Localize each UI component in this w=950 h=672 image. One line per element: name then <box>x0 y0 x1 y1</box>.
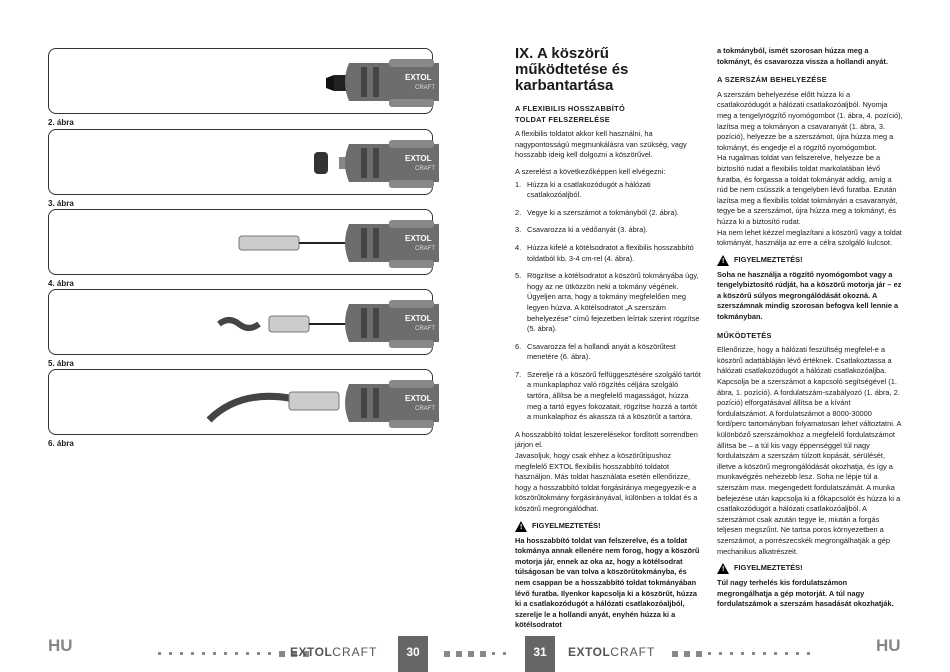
step-number: 1. <box>515 179 522 189</box>
figure-5 <box>48 289 433 355</box>
column-1 <box>515 46 701 637</box>
step-number: 4. <box>515 242 522 252</box>
step-number: 6. <box>515 341 522 351</box>
warning-heading-2: ! FIGYELMEZTETÉS! <box>717 563 903 574</box>
svg-text:EXTOL: EXTOL <box>405 154 432 163</box>
page-title: IX. A köszörű működtetése és karbantartása <box>515 45 629 94</box>
intro-paragraph: A flexibilis toldatot akkor kell használni, ha nagypontosságú megmunkálásra van szükség, vagy hosszabb ideig kell dolgozni a köszörűvel. <box>515 129 687 160</box>
operation-paragraph: Ellenőrizze, hogy a hálózati feszültség megfelel-e a köszörű adattábláján lévő értéknek. Csatlakoztassa a hálózati csatlakozódugót a hálózati csatlakozóaljba. Kapcsolja be a szerszámot a kapcsoló segítségével (1. ábra, 1. pozíció). A fordulatszám-szabályozó (1. ábra, 2. pozíció) elforgatásával állítsa be a kívánt fordulatszámot. A fordulatszámot a 8000-30000 ford/perc tartományban folyamatosan lehet változtatni. A különböző szerszámokhoz a megfelelő fordulatszámot állítsa be – a túl kis vagy éppenséggel túl nagy fordulatszám a szerszám túlzott kopását, sérülését, illetve a köszörű megrongálódását okozhatja, és így a munkavégzés nehezebb lesz. Soha ne lépje túl a szerszám max. megengedett fordulatszámát. A munka befejezése után kapcsolja ki a főkapcsolót és húzza ki a csatlakozódugót a hálózati csatlakozóaljból. A szerszámot csak azután tegye le, miután a forgás teljesen megszűnt. Ne tartsa poros környezetben a szerszámot, a porrészecskék megrongálhatják a gép mechanikus alkatrészeit. <box>717 345 902 556</box>
svg-text:EXTOL: EXTOL <box>405 394 432 403</box>
figure-label: 5. ábra <box>48 359 74 368</box>
paragraph-remove: A hosszabbító toldat leszerelésekor fordított sorrendben járjon el. <box>515 429 698 450</box>
step-text: Vegye ki a szerszámot a tokmányból (2. ábra). <box>527 207 679 217</box>
warning-icon: ! <box>717 255 729 266</box>
grinder-illustration <box>49 49 435 113</box>
step-item <box>515 243 701 264</box>
section-heading-operation: MŰKÖDTETÉS <box>717 330 772 340</box>
step-item <box>515 180 701 201</box>
step-number: 7. <box>515 369 522 379</box>
insert-tool-paragraph-3: Ha nem lehet kézzel meglazítani a köszörű vagy a toldat tokmányát, használja az erre a célra szolgáló kulcsot. <box>717 227 902 248</box>
svg-text:CRAFT: CRAFT <box>415 246 435 252</box>
section-heading-insert-tool: A SZERSZÁM BEHELYEZÉSE <box>717 75 827 85</box>
warning-text-2: Túl nagy terhelés kis fordulatszámon megrongálhatja a gép motorját. A túl nagy fordulatszámok a szerszám hasadását okozhatják. <box>717 578 894 609</box>
warning-heading: ! FIGYELMEZTETÉS! <box>515 521 701 532</box>
column-2 <box>717 46 903 616</box>
step-item <box>515 225 701 236</box>
warning-text-1: Soha ne használja a rögzítő nyomógombot vagy a tengelybiztosító rúdját, ha a köszörű motorja jár – ez a köszörű súlyos megrongálódását okozná. A szerszámnak mindig szorosan befogva kell lennie a tokmányban. <box>717 269 902 322</box>
language-code-right: HU <box>876 636 901 655</box>
figure-label: 3. ábra <box>48 199 74 208</box>
step-text: Rögzítse a kötélsodratot a köszörű tokmányába úgy, hogy az ne ütközzön neki a tokmány végének. Ügyeljen arra, hogy a tokmány megfelelően meg legyen húzva. A kötélsodratot „A szerszám behelyezése” című fejezetben leírtak szerint rögzítse (5. ábra). <box>527 271 700 334</box>
svg-text:CRAFT: CRAFT <box>415 85 435 91</box>
warning-heading-1: ! FIGYELMEZTETÉS! <box>717 255 903 266</box>
page-number-right: 31 <box>525 636 555 672</box>
step-text: Húzza ki a csatlakozódugót a hálózati csatlakozóaljból. <box>527 179 651 200</box>
step-item <box>515 271 701 335</box>
insert-tool-paragraph-1: A szerszám behelyezése előtt húzza ki a csatlakozódugót a hálózati csatlakozóaljból. Nyomja meg a tengelyrögzítő nyomógombot (1. ábra, 4. pozíció), lazítsa meg a tokmányon a csavaranyát (1. ábra, 3. pozíció), helyezze be a szerszámot, újra húzza meg a tokmányt, és engedje el a rögzítő nyomógombot. <box>717 89 903 152</box>
steps-intro: A szerelést a következőképpen kell elvégezni: <box>515 166 666 176</box>
figure-label: 2. ábra <box>48 118 74 127</box>
step-item <box>515 208 701 219</box>
step-number: 2. <box>515 207 522 217</box>
footer-brand-left: EXTOLCRAFT <box>290 645 378 659</box>
step-item <box>515 370 701 423</box>
step-text: Szerelje rá a köszörű felfüggesztésére szolgáló tartót a munkaplaphoz való rögzítés céljára szolgáló tartóra, állítsa be a megfelelő magasságot, húzza meg a tartó egyes fokozatait, rögzítse hozzá a tartót a munkalaphoz és akassza rá a köszörűt a tartóra. <box>527 369 701 422</box>
figure-2 <box>48 48 433 114</box>
grinder-illustration <box>49 370 435 434</box>
grinder-illustration <box>49 210 435 274</box>
svg-text:EXTOL: EXTOL <box>405 234 432 243</box>
svg-text:EXTOL: EXTOL <box>405 314 432 323</box>
footer-brand-right: EXTOLCRAFT <box>568 645 656 659</box>
step-item <box>515 342 701 363</box>
grinder-illustration <box>49 290 435 354</box>
figure-label: 6. ábra <box>48 439 74 448</box>
insert-tool-paragraph-2: Ha rugalmas toldat van felszerelve, helyezze be a biztosító rudat a flexibilis toldat markolatában lévő furatba, és forgassa a toldat tokmányát addig, amíg a rúd be nem csússzik a tengelyben lévő furatba. Ezután lazítsa meg a flexibilis toldat tokmányán a csavaranyát, tegye be a szerszámot, újra húzza meg a tokmányt, és húzza ki a biztosító rudat. <box>717 153 898 226</box>
figure-6 <box>48 369 433 435</box>
steps-list <box>515 180 701 423</box>
figure-label: 4. ábra <box>48 279 74 288</box>
step-text: Csavarozza fel a hollandi anyát a köszörűtest menetére (6. ábra). <box>527 341 676 362</box>
warning-icon: ! <box>717 563 729 574</box>
step-number: 3. <box>515 225 522 235</box>
svg-text:CRAFT: CRAFT <box>415 166 435 172</box>
continued-warning-text: a tokmányból, ismét szorosan húzza meg a tokmányt, és csavarozza vissza a hollandi anyát. <box>717 46 888 66</box>
figure-3 <box>48 129 433 195</box>
footer-dots-right <box>672 645 818 651</box>
footer-dots-middle <box>444 645 514 651</box>
page-number-left: 30 <box>398 636 428 672</box>
svg-text:EXTOL: EXTOL <box>405 73 432 82</box>
paragraph-recommend: Javasoljuk, hogy csak ehhez a köszörűtípushoz megfelelő EXTOL flexibilis hosszabbító toldatot használjon. Más toldat használata esetén ellenőrizze, hogy a hosszabbító toldat forgásiránya megegyezik-e a köszörűtokmány forgásirányával, különben a toldat és a köszörű megrongálódhat. <box>515 451 698 513</box>
svg-text:CRAFT: CRAFT <box>415 406 435 412</box>
step-text: Csavarozza ki a védőanyát (3. ábra). <box>527 225 648 235</box>
language-code-left: HU <box>48 636 73 655</box>
svg-text:CRAFT: CRAFT <box>415 326 435 332</box>
figure-4 <box>48 209 433 275</box>
warning-icon: ! <box>515 521 527 532</box>
step-number: 5. <box>515 271 522 281</box>
section-heading-extension: A FLEXIBILIS HOSSZABBÍTÓ TOLDAT FELSZERELÉSE <box>515 104 625 124</box>
warning-text: Ha hosszabbító toldat van felszerelve, és a toldat tokmánya annak ellenére nem forog, hogy a köszörű motorja jár, ennek az oka az, hogy a kötélsodrat túlságosan be van tolva a köszörűtokmányba, és nem csappan be a hosszabbító toldat tokmányában lévő furatba. Ilyenkor kapcsolja ki a köszörűt, húzza ki a csatlakozódugót a hálózati csatlakozóaljból, szerelje le a hollandi anyát, enyhén húzza ki a kötélsodratot <box>515 535 700 630</box>
grinder-illustration <box>49 130 435 194</box>
step-text: Húzza kifelé a kötélsodratot a flexibilis hosszabbító toldatból kb. 3-4 cm-rel (4. ábra). <box>527 242 694 263</box>
